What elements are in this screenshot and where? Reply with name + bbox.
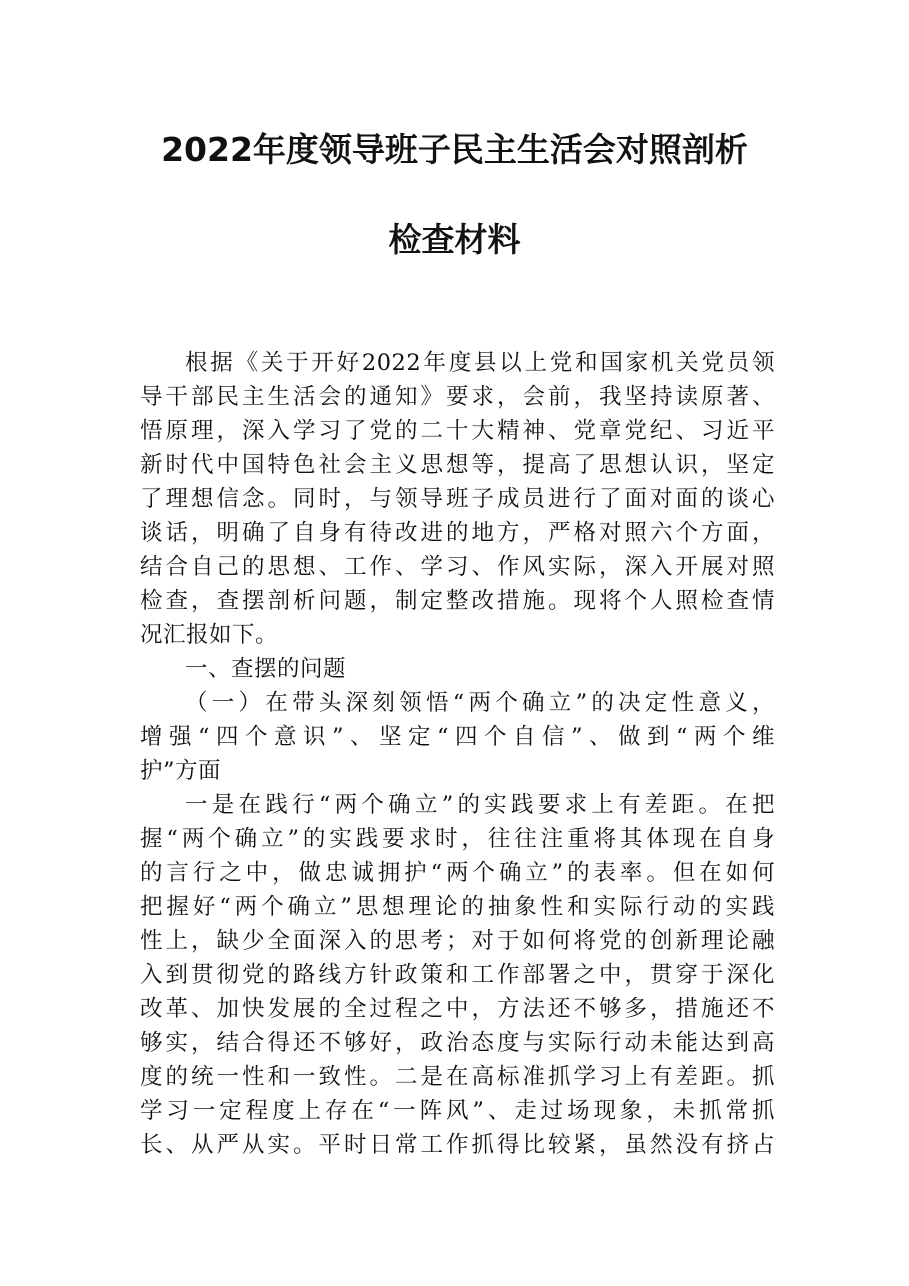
subsection-heading-line: （一）在带头深刻领悟“两个确立”的决定性意义， [185,690,775,716]
paragraph-line: 改革、加快发展的全过程之中，方法还不够多，措施还不 [140,996,775,1022]
document-title-line-1: 2022年度领导班子民主生活会对照剖析 [161,130,748,169]
paragraph-line: 结合自己的思想、工作、学习、作风实际，深入开展对照 [140,554,775,580]
paragraph-line: 入到贯彻党的路线方针政策和工作部署之中，贯穿于深化 [140,962,775,988]
paragraph-line: 性上，缺少全面深入的思考；对于如何将党的创新理论融 [140,928,775,954]
paragraph-line: 检查，查摆剖析问题，制定整改措施。现将个人照检查情 [140,588,775,614]
paragraph-line: 的言行之中，做忠诚拥护“两个确立”的表率。但在如何 [140,860,775,886]
paragraph-line: 度的统一性和一致性。二是在高标准抓学习上有差距。抓 [140,1064,775,1090]
paragraph-line: 学习一定程度上存在“一阵风”、走过场现象，未抓常抓 [140,1098,775,1124]
paragraph-line: 一是在践行“两个确立”的实践要求上有差距。在把 [185,792,775,818]
subsection-heading-line: 护”方面 [140,758,222,784]
paragraph-line: 新时代中国特色社会主义思想等，提高了思想认识，坚定 [140,452,775,478]
paragraph-line: 够实，结合得还不够好，政治态度与实际行动未能达到高 [140,1030,775,1056]
paragraph-line: 导干部民主生活会的通知》要求，会前，我坚持读原著、 [140,384,775,410]
section-heading: 一、查摆的问题 [185,656,347,682]
paragraph-line: 谈话，明确了自身有待改进的地方，严格对照六个方面， [140,520,775,546]
paragraph-line: 把握好“两个确立”思想理论的抽象性和实际行动的实践 [140,894,775,920]
paragraph-line: 悟原理，深入学习了党的二十大精神、党章党纪、习近平 [140,418,775,444]
subsection-heading-line: 增强“四个意识”、坚定“四个自信”、做到“两个维 [140,724,775,750]
paragraph-line: 况汇报如下。 [140,622,279,648]
paragraph-line: 根据《关于开好2022年度县以上党和国家机关党员领 [185,350,775,376]
paragraph-line: 握“两个确立”的实践要求时，往往注重将其体现在自身 [140,826,775,852]
document-title-line-2: 检查材料 [388,220,521,259]
paragraph-line: 长、从严从实。平时日常工作抓得比较紧，虽然没有挤占 [140,1132,775,1158]
paragraph-line: 了理想信念。同时，与领导班子成员进行了面对面的谈心 [140,486,775,512]
